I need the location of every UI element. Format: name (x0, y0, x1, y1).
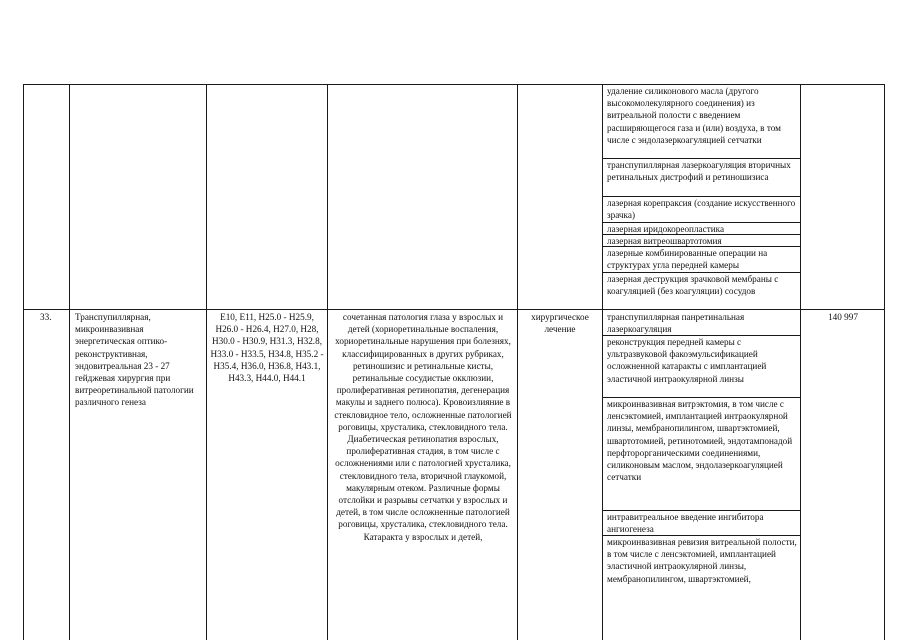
icd-codes: E10, E11, H25.0 - H25.9, H26.0 - H26.4, H27.0, H28, H30.0 - H30.9, H31.3, H32.8, H33.0 - H33.5, H34.8, H35.2 - H35.4, H36.0, H36.8, H43.1, H43.3, H44.0, H44.1 (210, 312, 324, 384)
col-border (23, 84, 24, 640)
col-border (517, 84, 518, 640)
procedure-item: лазерные комбинированные операции на структурах угла передней камеры (607, 248, 768, 271)
col-border (69, 84, 70, 640)
procedure-item: интравитреальное введение ингибитора ангиогенеза (607, 512, 764, 535)
treatment-type: хирургическое лечение (531, 312, 589, 335)
col-border (327, 84, 328, 640)
procedure-item: микроинвазивная ревизия витреальной полости, в том числе с ленсэктомией, имплантацией эластичной интраокулярной линзы, мембранопилингом, швартэктомией, (607, 537, 797, 584)
procedure-item: лазерная деструкция зрачковой мембраны с коагуляцией (без коагуляции) сосудов (607, 274, 779, 297)
procedure-item: лазерная иридокореопластика (607, 224, 725, 234)
intervention-name: Транспупиллярная, микроинвазивная энергетическая оптико-реконструктивная, эндовитреальная 23 - 27 гейджевая хирургия при витреоретинальной патологии различного генеза (75, 312, 194, 408)
col-border (884, 84, 885, 640)
procedure-item: удаление силиконового масла (другого высокомолекулярного соединения) из витреальной полости с введением расширяющегося газа и (или) воздуха, в том числе с эндолазеркоагуляцией сетчатки (607, 86, 781, 145)
col-border (206, 84, 207, 640)
procedure-item: транспупиллярная лазеркоагуляция вторичных ретинальных дистрофий и ретиношизиса (607, 160, 791, 183)
row-number: 33. (40, 312, 52, 322)
price-value: 140 997 (828, 312, 858, 322)
patient-model: сочетанная патология глаза у взрослых и детей (хориоретинальные воспаления, хориоретинальные нарушения при болезнях, классифицированных в других рубриках, ретиношизис и ретинальные кисты, ретинальные сосудистые окклюзии, пролиферативная ретинопатия, дегенерация макулы и заднего полюса). Кровоизлияние в стекловидное тело, осложненные патологией роговицы, хрусталика, стекловидного тела. Диабетическая ретинопатия взрослых, пролиферативная стадия, в том числе с осложнениями или с патологией хрусталика, стекловидного тела, вторичной глаукомой, макулярным отеком. Различные формы отслойки и разрывы сетчатки у взрослых и детей, в том числе осложненные патологией роговицы, хрусталика, стекловидного тела. Катаракта у взрослых и детей, (334, 312, 512, 542)
row-divider (23, 309, 884, 310)
procedure-item: лазерная корепраксия (создание искусственного зрачка) (607, 198, 796, 221)
procedure-item: реконструкция передней камеры с ультразвуковой факоэмульсификацией осложненной катаракты с имплантацией эластичной интраокулярной линзы (607, 337, 767, 384)
procedure-item: лазерная витреошвартотомия (607, 236, 722, 246)
col-border (602, 84, 603, 640)
col-border (800, 84, 801, 640)
procedure-item: транспупиллярная панретинальная лазеркоагуляция (607, 312, 745, 335)
procedure-item: микроинвазивная витрэктомия, в том числе с ленсэктомией, имплантацией интраокулярной линзы, мембранопилингом, швартэктомией, швартотомией, ретинотомией, эндотампонадой перфторорганическими соединениями, силиконовым маслом, эндолазеркоагуляцией сетчатки (607, 399, 793, 483)
